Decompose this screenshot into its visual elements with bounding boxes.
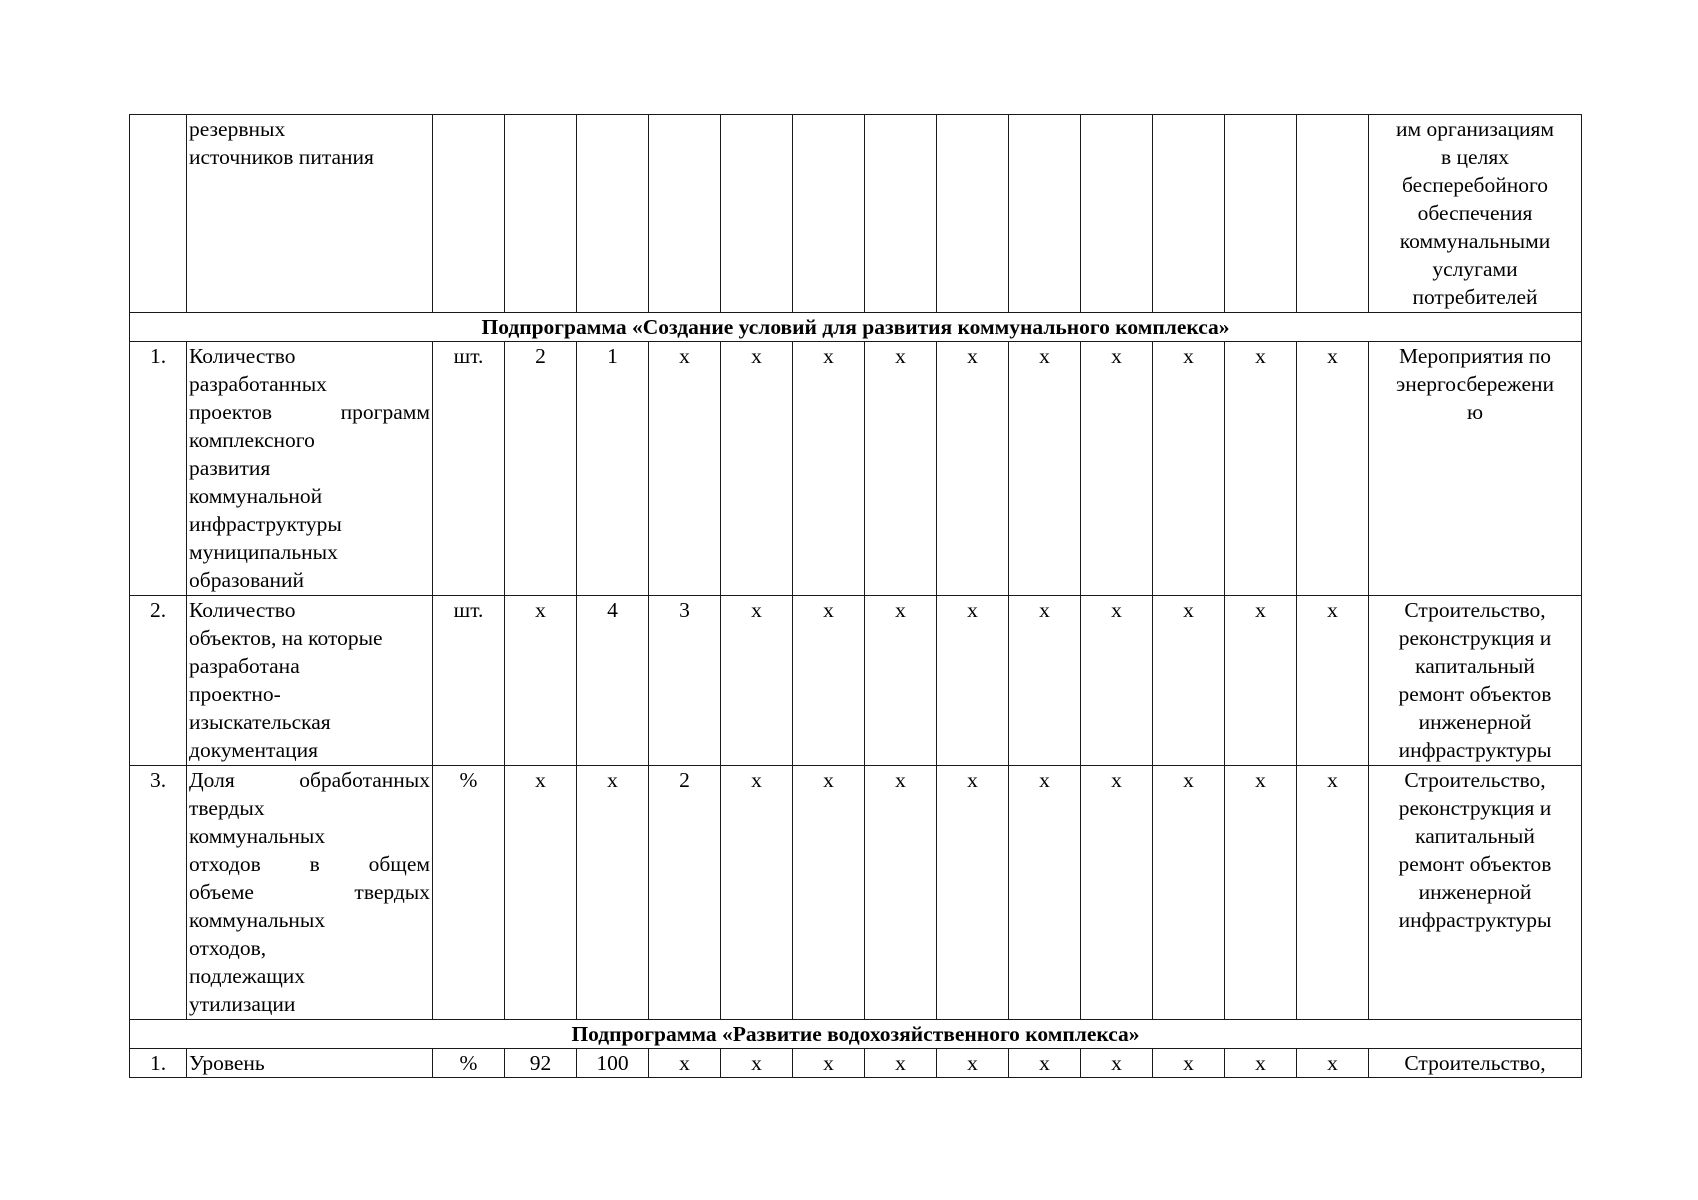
- value-cell: [1153, 115, 1225, 313]
- indicator-name-line: изыскательская: [189, 710, 331, 734]
- value-cell: [1297, 115, 1369, 313]
- note-line: инфраструктуры: [1398, 908, 1552, 932]
- note-line: коммунальными: [1399, 229, 1551, 253]
- indicator-name-line: коммунальных: [189, 908, 326, 932]
- note-line: инженерной: [1418, 880, 1532, 904]
- indicator-name-line: источников питания: [189, 145, 374, 169]
- indicator-name-line: муниципальных: [189, 540, 338, 564]
- indicator-name-cell: [187, 115, 433, 313]
- indicator-name-line: коммунальных: [189, 824, 326, 848]
- note-line: в целях: [1441, 145, 1509, 169]
- row-number-cell: [130, 115, 187, 313]
- note-line: потребителей: [1412, 285, 1538, 309]
- value-cell: х: [937, 1049, 1009, 1078]
- indicator-name-cell: [187, 1049, 433, 1078]
- value-cell: [577, 115, 649, 313]
- table-row: [130, 1049, 1582, 1078]
- value-cell: х: [793, 766, 865, 1020]
- note-line: ремонт объектов: [1398, 682, 1552, 706]
- note-line: Строительство,: [1404, 768, 1546, 792]
- value-cell: х: [1009, 1049, 1081, 1078]
- note-line: им организациям: [1396, 117, 1554, 141]
- value-cell: х: [1081, 766, 1153, 1020]
- indicator-name-line: твердых: [189, 796, 265, 820]
- section-heading-row: [130, 1020, 1582, 1049]
- indicator-name-line: разработана: [189, 654, 300, 678]
- value-cell: х: [1009, 342, 1081, 596]
- value-cell: х: [721, 1049, 793, 1078]
- value-cell: х: [1225, 1049, 1297, 1078]
- note-cell: [1369, 1049, 1582, 1078]
- unit-cell: [433, 115, 505, 313]
- indicator-name-cell: [187, 342, 433, 596]
- indicator-name-line: коммунальной: [189, 484, 323, 508]
- value-cell: [1009, 115, 1081, 313]
- table-row: [130, 596, 1582, 766]
- value-cell: 2: [649, 766, 721, 1020]
- indicator-name-line: Доля обработанных: [189, 768, 430, 792]
- indicator-name-line: объектов, на которые: [189, 626, 383, 650]
- indicator-name-cell: [187, 766, 433, 1020]
- value-cell: х: [505, 596, 577, 766]
- indicator-name-line: подлежащих: [189, 964, 306, 988]
- indicator-name-line: развития: [189, 456, 271, 480]
- value-cell: х: [1225, 596, 1297, 766]
- value-cell: х: [1081, 342, 1153, 596]
- unit-cell: шт.: [433, 596, 505, 766]
- note-cell: [1369, 596, 1582, 766]
- indicator-name-line: разработанных: [189, 372, 327, 396]
- indicator-name-line: проектов программ: [189, 400, 430, 424]
- table-row: [130, 766, 1582, 1020]
- unit-cell: %: [433, 1049, 505, 1078]
- value-cell: х: [865, 596, 937, 766]
- indicator-name-line: Уровень: [189, 1051, 265, 1075]
- indicator-name-line: утилизации: [189, 992, 296, 1016]
- section-heading-row: [130, 313, 1582, 342]
- value-cell: х: [793, 1049, 865, 1078]
- unit-cell: %: [433, 766, 505, 1020]
- table-row: [130, 342, 1582, 596]
- note-line: обеспечения: [1417, 201, 1533, 225]
- note-line: инфраструктуры: [1398, 738, 1552, 762]
- value-cell: х: [1297, 342, 1369, 596]
- value-cell: х: [1225, 766, 1297, 1020]
- note-cell: [1369, 115, 1582, 313]
- value-cell: х: [1297, 1049, 1369, 1078]
- value-cell: х: [865, 1049, 937, 1078]
- value-cell: 2: [505, 342, 577, 596]
- indicator-name-line: отходов,: [189, 936, 267, 960]
- value-cell: х: [937, 596, 1009, 766]
- indicator-name-line: Количество: [189, 598, 296, 622]
- note-cell: [1369, 342, 1582, 596]
- section-title: Подпрограмма «Создание условий для развития коммунального комплекса»: [130, 313, 1582, 342]
- indicator-name-line: объеме твердых: [189, 880, 430, 904]
- table-row-continuation: [130, 115, 1582, 313]
- value-cell: х: [1153, 342, 1225, 596]
- value-cell: х: [649, 1049, 721, 1078]
- value-cell: х: [793, 596, 865, 766]
- value-cell: х: [937, 342, 1009, 596]
- row-number-cell: 3.: [130, 766, 187, 1020]
- value-cell: х: [1297, 766, 1369, 1020]
- note-line: Строительство,: [1404, 598, 1546, 622]
- value-cell: х: [1153, 1049, 1225, 1078]
- value-cell: х: [1225, 342, 1297, 596]
- value-cell: х: [865, 342, 937, 596]
- note-line: инженерной: [1418, 710, 1532, 734]
- value-cell: [721, 115, 793, 313]
- note-line: капитальный: [1415, 824, 1535, 848]
- note-line: капитальный: [1415, 654, 1535, 678]
- value-cell: 3: [649, 596, 721, 766]
- row-number-cell: 1.: [130, 342, 187, 596]
- note-line: реконструкция и: [1398, 626, 1552, 650]
- value-cell: х: [865, 766, 937, 1020]
- value-cell: 4: [577, 596, 649, 766]
- section-title: Подпрограмма «Развитие водохозяйственного комплекса»: [130, 1020, 1582, 1049]
- indicator-name-line: резервных: [189, 117, 286, 141]
- indicator-name-cell: [187, 596, 433, 766]
- value-cell: [649, 115, 721, 313]
- indicator-name-line: комплексного: [189, 428, 315, 452]
- note-line: бесперебойного: [1401, 173, 1549, 197]
- value-cell: х: [1081, 1049, 1153, 1078]
- indicator-name-line: отходов в общем: [189, 852, 430, 876]
- note-line: ю: [1466, 400, 1484, 424]
- value-cell: х: [1009, 596, 1081, 766]
- value-cell: х: [1153, 596, 1225, 766]
- value-cell: х: [721, 766, 793, 1020]
- value-cell: [505, 115, 577, 313]
- value-cell: 100: [577, 1049, 649, 1078]
- indicator-name-line: документация: [189, 738, 319, 762]
- value-cell: х: [1081, 596, 1153, 766]
- value-cell: х: [505, 766, 577, 1020]
- indicator-name-line: образований: [189, 568, 305, 592]
- row-number-cell: 1.: [130, 1049, 187, 1078]
- value-cell: х: [577, 766, 649, 1020]
- value-cell: х: [937, 766, 1009, 1020]
- value-cell: [1225, 115, 1297, 313]
- indicator-name-line: Количество: [189, 344, 296, 368]
- value-cell: х: [649, 342, 721, 596]
- note-line: Мероприятия по: [1399, 344, 1551, 368]
- value-cell: х: [1297, 596, 1369, 766]
- note-line: реконструкция и: [1398, 796, 1552, 820]
- note-line: услугами: [1432, 257, 1518, 281]
- value-cell: х: [721, 596, 793, 766]
- value-cell: 1: [577, 342, 649, 596]
- note-line: ремонт объектов: [1398, 852, 1552, 876]
- value-cell: [865, 115, 937, 313]
- row-number-cell: 2.: [130, 596, 187, 766]
- value-cell: [937, 115, 1009, 313]
- value-cell: х: [1009, 766, 1081, 1020]
- value-cell: х: [1153, 766, 1225, 1020]
- unit-cell: шт.: [433, 342, 505, 596]
- note-line: энергосбережени: [1395, 372, 1555, 396]
- value-cell: 92: [505, 1049, 577, 1078]
- value-cell: [1081, 115, 1153, 313]
- value-cell: [793, 115, 865, 313]
- note-line: Строительство,: [1404, 1051, 1546, 1075]
- value-cell: х: [721, 342, 793, 596]
- value-cell: х: [793, 342, 865, 596]
- indicators-table: [129, 114, 1582, 1078]
- indicator-name-line: проектно-: [189, 682, 281, 706]
- indicator-name-line: инфраструктуры: [189, 512, 342, 536]
- note-cell: [1369, 766, 1582, 1020]
